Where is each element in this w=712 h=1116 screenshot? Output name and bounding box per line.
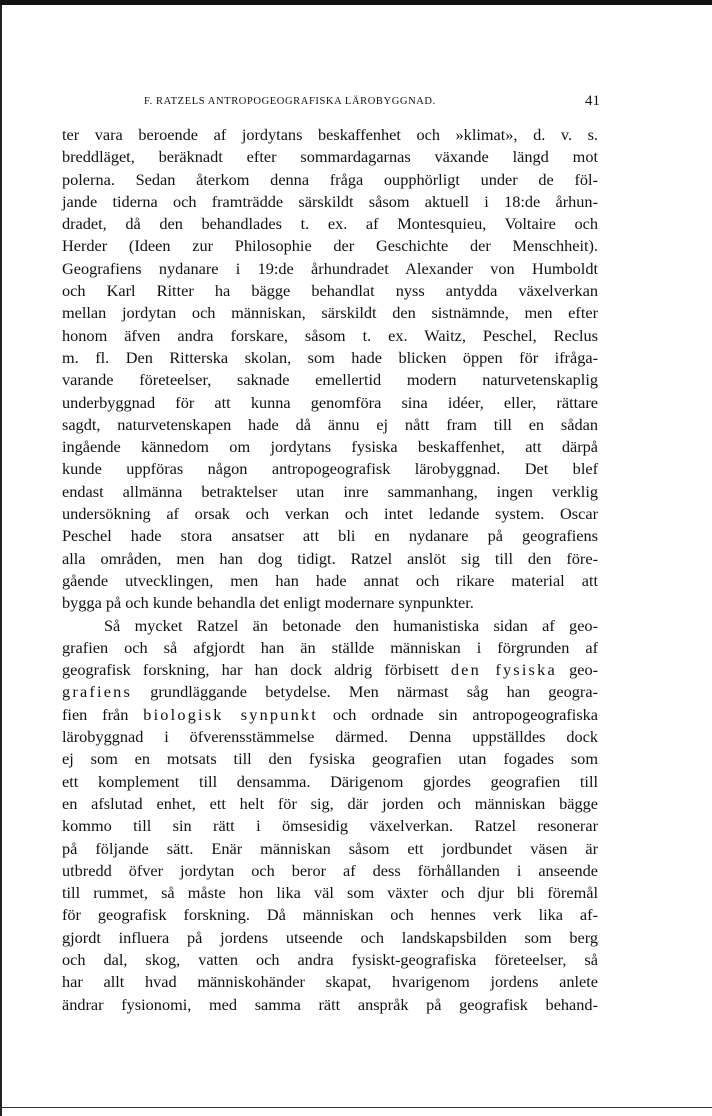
paragraph-end-line: bygga på och kunde behandla det enligt modernare synpunkter. [62, 593, 474, 613]
text-line: utbredd öfver jordytan och beror af dess förhållanden i anseende [62, 860, 598, 880]
text-line: alla områden, men han dog tidigt. Ratzel anslöt sig till den före- [62, 548, 598, 568]
text-line: jande tiderna och framträdde särskildt såsom aktuell i 18:de århun- [62, 191, 598, 211]
text-line: Herder (Ideen zur Philosophie der Geschichte der Menschheit). [62, 236, 598, 256]
text-line: endast allmänna betraktelser utan inre sammanhang, ingen verklig [62, 481, 598, 501]
text-line: ett komplement till densamma. Därigenom gjordes geografien till [62, 771, 598, 791]
bottom-edge-rule [0, 1107, 712, 1108]
text-line: ter vara beroende af jordytans beskaffenhet och »klimat», d. v. s. [62, 125, 598, 144]
text-line: Peschel hade stora ansatser att bli en nydanare på geografiens [62, 526, 598, 546]
text-line: kunde uppföras någon antropogeografisk lärobyggnad. Det blef [62, 459, 598, 479]
text-line: och Karl Ritter ha bägge behandlat nyss antydda växelverkan [62, 281, 598, 301]
text-line: dradet, då den behandlades t. ex. af Montesquieu, Voltaire och [62, 214, 598, 234]
spaced-emphasis: biologisk synpunkt [143, 704, 318, 724]
text-line: ändrar fysionomi, med samma rätt anspråk på geografisk behand- [62, 994, 598, 1014]
page-header [62, 93, 600, 113]
spaced-emphasis: grafiens [62, 682, 133, 702]
body-text [62, 124, 598, 1016]
text-line: breddläget, beräknadt efter sommardagarnas växande längd mot [62, 147, 598, 167]
text-line: till rummet, så måste hon lika väl som växter och djur bli föremål [62, 883, 598, 903]
paragraph-start-line: Så mycket Ratzel än betonade den humanistiska sidan af geo- [104, 615, 598, 635]
text-line [62, 681, 598, 703]
text-line: varande företeelser, saknade emellertid modern naturvetenskaplig [62, 370, 598, 390]
text-line: sagdt, naturvetenskapen hade då ännu ej nått fram till en sådan [62, 414, 598, 434]
text-run: fien från [62, 704, 129, 724]
running-head: F. RATZELS ANTROPOGEOGRAFISKA LÄROBYGGNAD. [144, 96, 436, 107]
text-line: Geografiens nydanare i 19:de århundradet Alexander von Humboldt [62, 258, 598, 278]
text-line: på följande sätt. Enär människan såsom ett jordbundet väsen är [62, 838, 598, 858]
page-edge [0, 5, 2, 1116]
text-line: undersökning af orsak och verkan och intet ledande system. Oscar [62, 504, 598, 524]
text-line: gående utvecklingen, men han hade annat och rikare material att [62, 570, 598, 590]
spaced-emphasis: den fysiska [450, 660, 557, 680]
text-line [62, 659, 598, 681]
page-number: 41 [585, 93, 600, 109]
text-line: underbyggnad för att kunna genomföra sina idéer, eller, rättare [62, 392, 598, 412]
text-line: en afslutad enhet, ett helt för sig, där jorden och människan bägge [62, 793, 598, 813]
text-line: mellan jordytan och människan, särskildt den sistnämnde, men efter [62, 303, 598, 323]
text-line: ej som en motsats till den fysiska geografien utan fogades som [62, 749, 598, 769]
text-run: geo- [569, 660, 599, 680]
text-run: geografisk forskning, har han dock aldrig förbisett [62, 660, 439, 680]
text-line: grafien och så afgjordt han än ställde människan i förgrunden af [62, 637, 598, 657]
text-line: honom äfven andra forskare, såsom t. ex. Waitz, Peschel, Reclus [62, 325, 598, 345]
text-line: ingående kännedom om jordytans fysiska beskaffenhet, att därpå [62, 437, 598, 457]
text-run: och ordnade sin antropogeografiska [332, 704, 599, 724]
text-line: har allt hvad människohänder skapat, hvarigenom jordens anlete [62, 972, 598, 992]
text-line: för geografisk forskning. Då människan och hennes verk lika af- [62, 905, 598, 925]
text-run: grundläggande betydelse. Men närmast såg han geogra- [150, 682, 598, 702]
text-line: polerna. Sedan återkom denna fråga oupphörligt under de föl- [62, 169, 598, 189]
text-line: lärobyggnad i öfverensstämmelse därmed. Denna uppställdes dock [62, 727, 598, 747]
text-line: m. fl. Den Ritterska skolan, som hade blicken öppen för ifråga- [62, 347, 598, 367]
text-line [62, 704, 598, 726]
text-line: kommo till sin rätt i ömsesidig växelverkan. Ratzel resonerar [62, 816, 598, 836]
text-line: gjordt influera på jordens utseende och landskapsbilden som berg [62, 927, 598, 947]
text-line: och dal, skog, vatten och andra fysiskt-geografiska företeelser, så [62, 949, 598, 969]
